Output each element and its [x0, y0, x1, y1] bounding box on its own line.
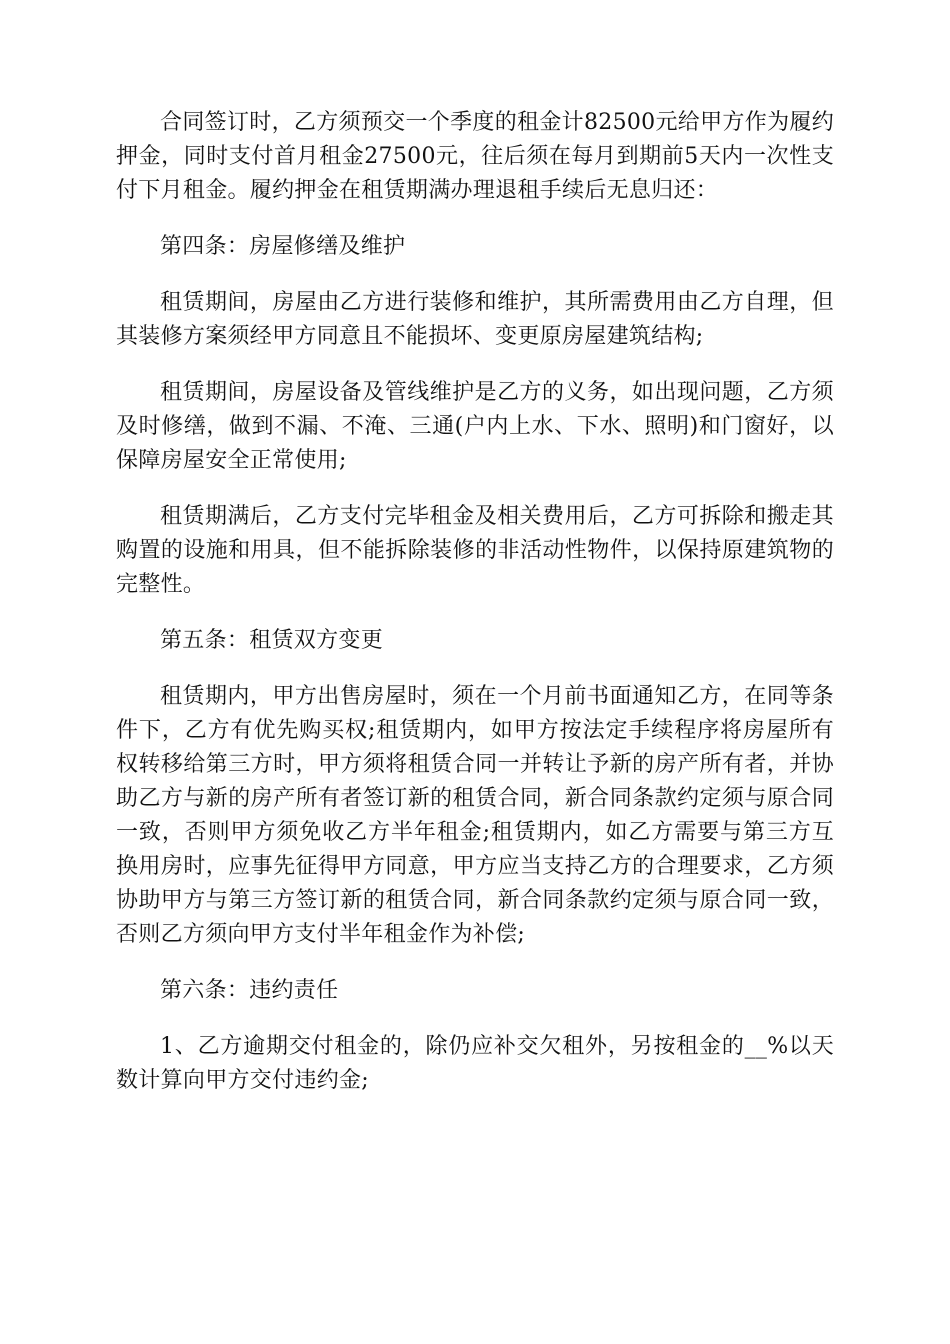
paragraph-parties-change: 租赁期内，甲方出售房屋时，须在一个月前书面通知乙方，在同等条件下，乙方有优先购买权;租赁期内，如甲方按法定手续程序将房屋所有权转移给第三方时，甲方须将租赁合同一并转让予新的房产所有者，并协助乙方与新的房产所有者签订新的租赁合同，新合同条款约定须与原合同一致，否则甲方须免收乙方半年租金;租赁期内，如乙方需要与第三方互换用房时，应事先征得甲方同意，甲方应当支持乙方的合理要求，乙方须协助甲方与第三方签订新的租赁合同，新合同条款约定须与原合同一致，否则乙方须向甲方支付半年租金作为补偿;	[116, 684, 834, 947]
paragraph-late-payment-penalty: 1、乙方逾期交付租金的，除仍应补交欠租外，另按租金的__%以天数计算向甲方交付违约金;	[116, 1034, 834, 1093]
section-heading-article-4: 第四条：房屋修缮及维护	[160, 234, 406, 259]
section-heading-article-6: 第六条：违约责任	[160, 978, 339, 1003]
paragraph-equipment-maintenance: 租赁期间，房屋设备及管线维护是乙方的义务，如出现问题，乙方须及时修缮，做到不漏、不淹、三通(户内上水、下水、照明)和门窗好，以保障房屋安全正常使用;	[116, 380, 834, 473]
section-heading-article-5: 第五条：租赁双方变更	[160, 628, 384, 653]
paragraph-deposit: 合同签订时，乙方须预交一个季度的租金计82500元给甲方作为履约押金，同时支付首月租金27500元，往后须在每月到期前5天内一次性支付下月租金。履约押金在租赁期满办理退租手续后无息归还：	[116, 110, 834, 203]
paragraph-decoration-maintenance: 租赁期间，房屋由乙方进行装修和维护，其所需费用由乙方自理，但其装修方案须经甲方同意且不能损坏、变更原房屋建筑结构;	[116, 290, 834, 349]
document-page	[116, 106, 834, 1120]
paragraph-lease-end-removal: 租赁期满后，乙方支付完毕租金及相关费用后，乙方可拆除和搬走其购置的设施和用具，但不能拆除装修的非活动性物件，以保持原建筑物的完整性。	[116, 504, 834, 597]
